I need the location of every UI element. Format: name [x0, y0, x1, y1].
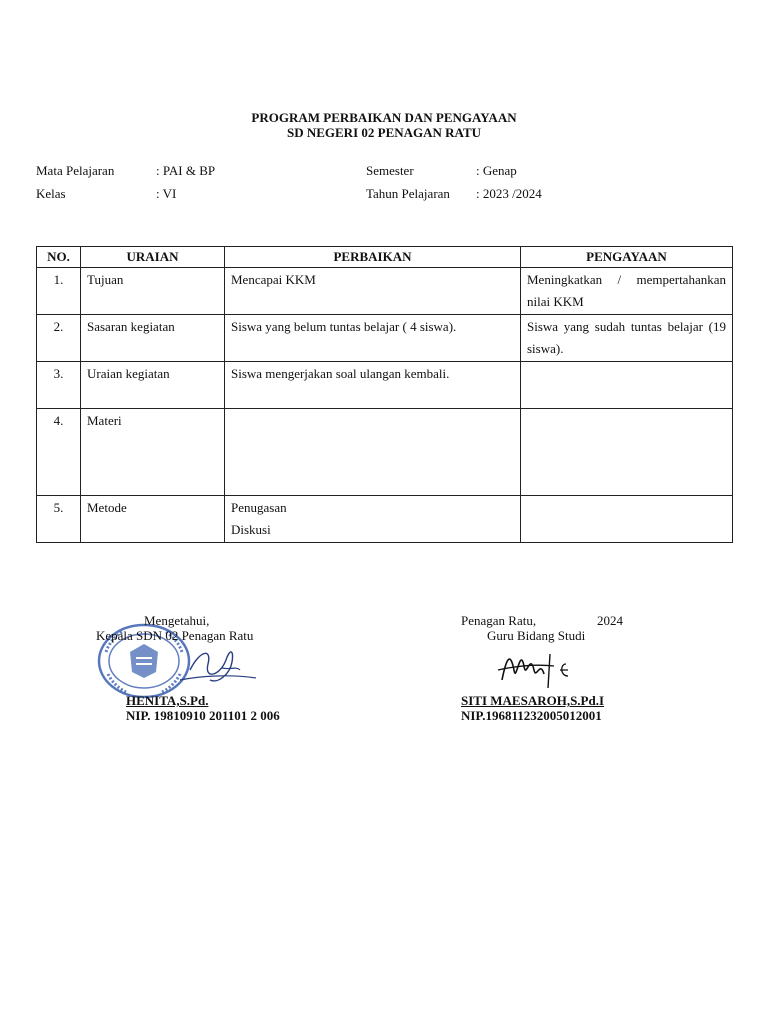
- tahun-label: Tahun Pelajaran: [366, 186, 450, 201]
- kepala-sekolah-role: Kepala SDN 02 Penagan Ratu: [96, 628, 254, 643]
- row-perbaikan: Siswa mengerjakan soal ulangan kembali.: [225, 362, 521, 409]
- guru-role: Guru Bidang Studi: [487, 628, 586, 643]
- row-perbaikan: Mencapai KKM: [225, 268, 521, 315]
- document-title: PROGRAM PERBAIKAN DAN PENGAYAAN: [251, 110, 517, 125]
- row-perbaikan: Siswa yang belum tuntas belajar ( 4 siswa).: [225, 315, 521, 362]
- row-no: 1.: [37, 268, 81, 315]
- row-uraian: Sasaran kegiatan: [81, 315, 225, 362]
- semester-label: Semester: [366, 163, 414, 178]
- row-pengayaan: [521, 362, 733, 409]
- row-uraian: Materi: [81, 409, 225, 496]
- header-no: NO.: [37, 247, 81, 268]
- row-no: 2.: [37, 315, 81, 362]
- mengetahui-label: Mengetahui,: [144, 613, 210, 628]
- row-uraian: Uraian kegiatan: [81, 362, 225, 409]
- header-perbaikan: PERBAIKAN: [225, 247, 521, 268]
- kelas-value: : VI: [156, 186, 177, 201]
- header-uraian: URAIAN: [81, 247, 225, 268]
- year-label: 2024: [597, 613, 623, 628]
- perbaikan-line: Penugasan: [231, 500, 287, 515]
- table-row: [37, 315, 733, 362]
- signature-scribble-left: [160, 640, 260, 692]
- place-label: Penagan Ratu,: [461, 613, 537, 628]
- mapel-value: : PAI & BP: [156, 163, 216, 178]
- row-no: 3.: [37, 362, 81, 409]
- row-pengayaan: Siswa yang sudah tuntas belajar (19 siswa).: [521, 315, 733, 362]
- semester-value: : Genap: [476, 163, 517, 178]
- row-perbaikan: [225, 496, 521, 543]
- table-row: [37, 268, 733, 315]
- row-pengayaan: [521, 496, 733, 543]
- kelas-label: Kelas: [36, 186, 66, 201]
- signature-scribble-right: [492, 640, 588, 694]
- row-pengayaan: [521, 409, 733, 496]
- header-pengayaan: PENGAYAAN: [521, 247, 733, 268]
- guru-name: SITI MAESAROH,S.Pd.I: [461, 693, 605, 708]
- row-pengayaan: Meningkatkan / mempertahankan nilai KKM: [521, 268, 733, 315]
- perbaikan-line: Diskusi: [231, 522, 271, 537]
- tahun-value: : 2023 /2024: [476, 186, 542, 201]
- row-uraian: Tujuan: [81, 268, 225, 315]
- row-no: 5.: [37, 496, 81, 543]
- row-uraian: Metode: [81, 496, 225, 543]
- table-row: [37, 362, 733, 409]
- table-row: [37, 409, 733, 496]
- table-row: [37, 496, 733, 543]
- program-table: [36, 246, 733, 543]
- school-name: SD NEGERI 02 PENAGAN RATU: [286, 125, 482, 140]
- kepala-sekolah-name: HENITA,S.Pd.: [126, 693, 209, 708]
- mapel-label: Mata Pelajaran: [36, 163, 115, 178]
- guru-nip: NIP.196811232005012001: [461, 708, 602, 723]
- row-no: 4.: [37, 409, 81, 496]
- kepala-sekolah-nip: NIP. 19810910 201101 2 006: [126, 708, 280, 723]
- table-header-row: [37, 247, 733, 268]
- row-perbaikan: [225, 409, 521, 496]
